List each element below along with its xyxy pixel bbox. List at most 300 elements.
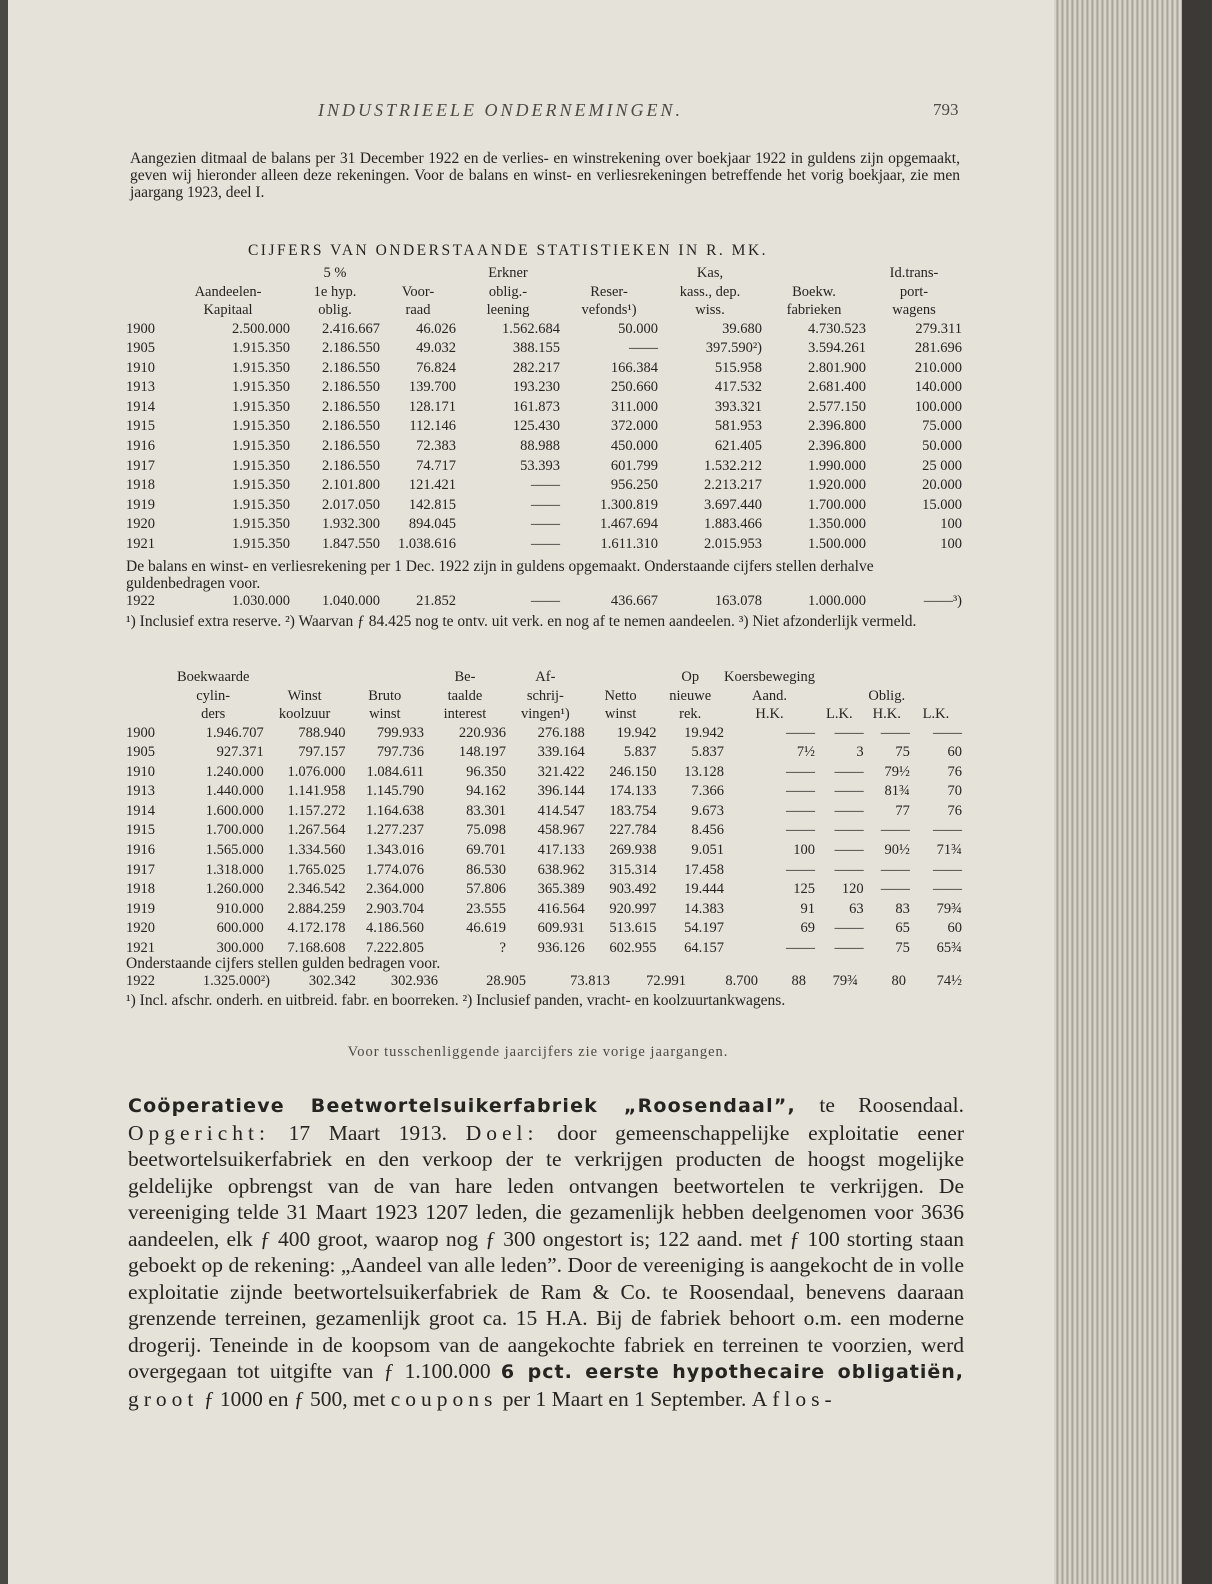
value-cell: —— [786, 783, 815, 800]
value-cell: 2.364.000 [366, 881, 424, 898]
value-cell: 76 [947, 802, 962, 819]
value-cell: 96.350 [466, 763, 506, 780]
previous-years-note: Voor tusschenliggende jaarcijfers zie vorige jaargangen. [347, 1044, 729, 1060]
year-cell: 1917 [126, 457, 155, 474]
table2-guilders-note: Onderstaande cijfers stellen gulden bedragen voor. [126, 955, 441, 972]
value-cell: 2.416.667 [322, 320, 380, 337]
value-cell: 76 [947, 763, 962, 780]
header-cell: winst [604, 706, 637, 722]
value-cell: 279.311 [915, 320, 962, 337]
value-cell: 1.915.350 [232, 438, 290, 455]
value-cell: 1.300.819 [600, 496, 658, 513]
value-cell: 39.680 [722, 320, 762, 337]
year-cell: 1910 [126, 763, 155, 780]
value-cell: 1.915.350 [232, 496, 290, 513]
value-cell: 210.000 [914, 359, 962, 376]
header-cell [910, 668, 962, 687]
value-cell: 600.000 [216, 920, 264, 937]
year-cell: 1900 [126, 320, 155, 337]
value-cell: 166.384 [610, 359, 658, 376]
year-cell: 1918 [126, 881, 155, 898]
value-cell: 1.467.694 [600, 516, 658, 533]
value-cell: 125 [793, 881, 815, 898]
value-cell: 1.325.000²) [202, 973, 270, 989]
intro-paragraph: Aangezien ditmaal de balans per 31 December 1922 en de verlies- en winstrekening over boekjaar 1922 in guldens zijn opgemaakt, geven wij hieronder alleen deze rekeningen. Voor de balans en winst- en verliesrekeningen betreffende het vorig boekjaar, zie men jaargang 1923, deel I. [130, 150, 960, 201]
value-cell: 1.915.350 [232, 477, 290, 494]
table1-footnote: ¹) Inclusief extra reserve. ²) Waarvan ƒ 84.425 nog te ontv. uit verk. en nog af te nemen aandeelen. ³) Niet afzonderlijk vermeld. [126, 613, 917, 630]
header-cell [585, 668, 657, 687]
year-cell: 1919 [126, 496, 155, 513]
header-cell: H.K. [872, 706, 901, 722]
value-cell: —— [629, 340, 658, 357]
table-row [126, 972, 962, 992]
header-cell [126, 705, 163, 724]
header-cell [126, 687, 163, 706]
value-cell: 83.301 [466, 802, 506, 819]
table1-1922-row [126, 592, 962, 612]
value-cell: 227.784 [609, 822, 657, 839]
value-cell: 77 [895, 802, 910, 819]
value-cell: 250.660 [610, 379, 658, 396]
value-cell: 1.774.076 [366, 861, 424, 878]
header-cell: Kapitaal [203, 302, 253, 318]
value-cell: 1.915.350 [232, 516, 290, 533]
value-cell: 64.157 [684, 940, 724, 957]
value-cell: 5.837 [691, 744, 724, 761]
year-cell: 1913 [126, 783, 155, 800]
value-cell: 1.334.560 [287, 842, 346, 859]
book-page-edges [1054, 0, 1212, 1584]
value-cell: 414.547 [537, 802, 585, 819]
value-cell: 602.955 [609, 940, 657, 957]
value-cell: —— [834, 940, 864, 957]
value-cell: 72.383 [416, 438, 456, 455]
value-cell: 75 [895, 744, 910, 761]
value-cell: 282.217 [512, 359, 560, 376]
value-cell: 515.958 [714, 359, 762, 376]
value-cell: 100.000 [914, 398, 962, 415]
value-cell: 100 [940, 516, 962, 533]
value-cell: 2.101.800 [322, 477, 380, 494]
value-cell: 269.938 [609, 842, 657, 859]
value-cell: 69 [800, 920, 815, 937]
value-cell: —— [531, 593, 560, 609]
value-cell: 2.186.550 [322, 398, 380, 415]
value-cell: 302.936 [390, 973, 438, 989]
value-cell: —— [880, 724, 910, 741]
value-cell: 3.697.440 [704, 496, 762, 513]
value-cell: 581.953 [714, 418, 762, 435]
value-cell: 799.933 [376, 724, 424, 741]
value-cell: 139.700 [408, 379, 456, 396]
value-cell: 1.240.000 [205, 763, 264, 780]
header-cell: oblig. [318, 302, 352, 318]
header-cell [910, 687, 962, 706]
header-cell: Aandeelen- [194, 283, 262, 300]
value-cell: 148.197 [458, 744, 506, 761]
value-cell: 903.492 [609, 881, 657, 898]
value-cell: 46.026 [416, 320, 456, 337]
company-entry [128, 1092, 964, 1412]
header-cell [762, 264, 866, 283]
value-cell: 2.186.550 [322, 359, 380, 376]
table1-heading: CIJFERS VAN ONDERSTAANDE STATISTIEKEN IN R. MK. [247, 242, 769, 259]
document-page [8, 0, 1054, 1584]
header-cell: kass., dep. [679, 283, 741, 300]
value-cell: 14.383 [684, 900, 724, 917]
table-row [126, 476, 962, 496]
value-cell: 3 [856, 744, 864, 761]
header-cell: Erkner [488, 265, 528, 281]
value-cell: 393.321 [714, 398, 762, 415]
table-row [126, 437, 962, 457]
value-cell: —— [786, 724, 815, 741]
header-cell: leening [486, 302, 530, 318]
value-cell: 91 [800, 900, 815, 917]
header-cell [126, 301, 166, 320]
value-cell: 1.883.466 [704, 516, 762, 533]
table-row [126, 802, 962, 822]
header-cell: interest [443, 706, 487, 722]
value-cell: 2.396.800 [808, 438, 866, 455]
value-cell: 183.754 [609, 802, 657, 819]
value-cell: —— [880, 881, 910, 898]
year-cell: 1922 [126, 973, 155, 989]
header-cell [126, 264, 166, 283]
header-row [126, 264, 962, 283]
year-cell: 1921 [126, 940, 155, 957]
value-cell: 1.915.350 [232, 536, 290, 553]
denomination-text: ƒ 1000 en ƒ 500, met [198, 1386, 391, 1411]
value-cell: 163.078 [714, 593, 762, 609]
value-cell: 90½ [884, 842, 910, 859]
header-cell: rek. [679, 706, 702, 722]
value-cell: —— [786, 861, 815, 878]
header-cell [380, 264, 456, 283]
page-number: 793 [933, 100, 959, 119]
company-description: door gemeenschappelijke exploitatie eener beetwortelsuikerfabriek en den verkoop der te verkrijgen producten de hoogst mogelijke geldelijke opbrengst van de van hare leden ontvangen beetwortelen te verkrijgen. De vereeniging telde 31 Maart 1923 1207 leden, die gezamenlijk hebben deelgenomen voor 3636 aandeelen, elk ƒ 400 groot, waarop nog ƒ 300 ongestort is; 122 aand. met ƒ 100 storting staan geboekt op de rekening: „Aandeel van alle leden”. Door de vereeniging is aangekocht de in volle exploitatie zijnde beetwortelsuikerfabriek de Ram & Co. te Roosendaal, benevens daaraan grenzende terreinen, gezamenlijk groot ca. 15 H.A. Bij de fabriek behoort o.m. een moderne drogerij. Teneinde in de koopsom van de aangekochte fabriek en terreinen te voorzien, werd overgegaan tot uitgifte van ƒ 1.100.000 [128, 1120, 964, 1383]
table-row [126, 339, 962, 359]
value-cell: 1.267.564 [287, 822, 346, 839]
value-cell: 2.681.400 [808, 379, 866, 396]
table1-balance-note: De balans en winst- en verliesrekening per 1 Dec. 1922 zijn in guldens opgemaakt. Onderstaande cijfers stellen derhalve guldenbedragen voor. [126, 558, 874, 592]
value-cell: 2.903.704 [366, 900, 424, 917]
header-cell: raad [405, 302, 431, 318]
value-cell: 2.884.259 [287, 900, 346, 917]
value-cell: 365.389 [537, 881, 585, 898]
value-cell: 80 [891, 973, 906, 989]
year-cell: 1916 [126, 438, 155, 455]
value-cell: 65¾ [936, 940, 962, 957]
value-cell: 1.915.350 [232, 418, 290, 435]
value-cell: 1.611.310 [600, 536, 658, 553]
value-cell: 79½ [884, 763, 910, 780]
table-row [126, 763, 962, 783]
header-cell: wiss. [695, 302, 725, 318]
value-cell: 75.000 [922, 418, 962, 435]
bond-issue-term: 6 pct. eerste hypothecaire obligatiën, [500, 1361, 964, 1383]
header-cell: ders [201, 706, 226, 722]
value-cell: 4.172.178 [287, 920, 346, 937]
value-cell: 1.915.350 [232, 359, 290, 376]
header-row [126, 687, 962, 706]
value-cell: 1.847.550 [322, 536, 380, 553]
value-cell: —— [834, 920, 864, 937]
value-cell: 1.915.350 [232, 457, 290, 474]
value-cell: 140.000 [914, 379, 962, 396]
header-cell: Winst [287, 687, 322, 704]
value-cell: 788.940 [298, 724, 346, 741]
value-cell: 436.667 [610, 593, 658, 609]
value-cell: 1.000.000 [808, 593, 866, 609]
table-row [126, 880, 962, 900]
header-cell [560, 264, 658, 283]
table-row [126, 919, 962, 939]
value-cell: 1.600.000 [205, 802, 264, 819]
value-cell: 1.038.616 [398, 536, 456, 553]
value-cell: 2.186.550 [322, 457, 380, 474]
value-cell: —— [786, 763, 815, 780]
header-cell: taalde [447, 687, 483, 704]
header-row [126, 705, 962, 724]
goal-label: Doel: [465, 1120, 539, 1145]
table-row [126, 320, 962, 340]
year-cell: 1921 [126, 536, 155, 553]
value-cell: —— [531, 536, 560, 553]
value-cell: 112.146 [409, 418, 456, 435]
value-cell: 1.164.638 [366, 802, 424, 819]
value-cell: 894.045 [408, 516, 456, 533]
header-cell [126, 668, 163, 687]
value-cell: 63 [849, 900, 864, 917]
value-cell: 21.852 [416, 593, 456, 609]
header-cell: Koersbeweging [723, 669, 815, 685]
value-cell: —— [531, 516, 560, 533]
value-cell: —— [933, 724, 962, 741]
value-cell: 2.186.550 [322, 379, 380, 396]
table2-footnote: ¹) Incl. afschr. onderh. en uitbreid. fabr. en boorreken. ²) Inclusief panden, vracht- en koolzuurtankwagens. [126, 992, 786, 1009]
value-cell: ? [499, 940, 506, 957]
header-row [126, 301, 962, 320]
header-cell [264, 668, 346, 687]
value-cell: —— [834, 763, 864, 780]
value-cell: 9.051 [691, 842, 724, 859]
table-row [126, 861, 962, 881]
value-cell: 416.564 [537, 900, 585, 917]
year-cell: 1905 [126, 340, 155, 357]
value-cell: 20.000 [922, 477, 962, 494]
value-cell: 53.393 [520, 457, 560, 474]
value-cell: 2.346.542 [287, 881, 346, 898]
value-cell: 2.500.000 [232, 320, 290, 337]
header-cell: koolzuur [278, 706, 331, 722]
value-cell: 1.260.000 [205, 881, 264, 898]
table-row [126, 592, 962, 612]
value-cell: 54.197 [684, 920, 724, 937]
table-row [126, 724, 962, 744]
value-cell: 19.444 [684, 881, 724, 898]
value-cell: 638.962 [537, 861, 585, 878]
value-cell: —— [786, 822, 815, 839]
value-cell: 2.186.550 [322, 438, 380, 455]
value-cell: 7.168.608 [287, 940, 346, 957]
value-cell: —— [933, 822, 962, 839]
value-cell: 46.619 [466, 920, 506, 937]
value-cell: 83 [895, 900, 910, 917]
value-cell: 70 [947, 783, 962, 800]
value-cell: —— [834, 861, 864, 878]
year-cell: 1920 [126, 516, 155, 533]
header-cell: Reser- [590, 283, 628, 300]
table2-1922-row [126, 972, 962, 992]
year-cell: 1915 [126, 822, 155, 839]
coupons-word: coupons [390, 1386, 498, 1411]
company-location: te Roosendaal. [795, 1093, 964, 1117]
value-cell: ——³) [923, 593, 962, 609]
value-cell: —— [933, 881, 962, 898]
header-cell: Netto [604, 687, 637, 704]
year-cell: 1922 [126, 593, 155, 609]
value-cell: 1.915.350 [232, 340, 290, 357]
value-cell: 1.920.000 [808, 477, 866, 494]
value-cell: 75.098 [466, 822, 506, 839]
table-row [126, 782, 962, 802]
value-cell: 128.171 [408, 398, 456, 415]
company-name: Coöperatieve Beetwortelsuikerfabriek „Roosendaal”, [128, 1095, 796, 1117]
value-cell: 450.000 [610, 438, 658, 455]
value-cell: 57.806 [466, 881, 506, 898]
value-cell: 458.967 [537, 822, 585, 839]
value-cell: 79¾ [936, 900, 962, 917]
value-cell: 161.873 [512, 398, 560, 415]
value-cell: 74.717 [416, 457, 456, 474]
value-cell: 73.813 [570, 973, 610, 989]
header-cell [346, 668, 424, 687]
year-cell: 1916 [126, 842, 155, 859]
value-cell: 388.155 [512, 340, 560, 357]
value-cell: 1.157.272 [287, 802, 346, 819]
value-cell: 417.133 [537, 842, 585, 859]
value-cell: 910.000 [216, 900, 264, 917]
header-cell: Aand. [751, 687, 788, 704]
header-cell: vefonds¹) [581, 302, 637, 318]
value-cell: 2.213.217 [704, 477, 762, 494]
value-cell: 142.815 [408, 496, 456, 513]
value-cell: 49.032 [416, 340, 456, 357]
table-row [126, 900, 962, 920]
value-cell: 8.700 [725, 973, 758, 989]
value-cell: 246.150 [609, 763, 657, 780]
value-cell: 1.932.300 [322, 516, 380, 533]
value-cell: 76.824 [416, 359, 456, 376]
value-cell: 65 [895, 920, 910, 937]
header-cell: fabrieken [786, 302, 842, 318]
value-cell: 174.133 [609, 783, 657, 800]
value-cell: 1.562.684 [502, 320, 560, 337]
value-cell: 23.555 [466, 900, 506, 917]
value-cell: 75 [895, 940, 910, 957]
header-cell: Af- [535, 669, 556, 685]
value-cell: 797.736 [376, 744, 424, 761]
value-cell: —— [834, 783, 864, 800]
table-row [126, 359, 962, 379]
value-cell: 193.230 [512, 379, 560, 396]
value-cell: 609.931 [537, 920, 585, 937]
value-cell: 19.942 [684, 724, 724, 741]
value-cell: 281.696 [914, 340, 962, 357]
header-cell [126, 283, 166, 302]
header-cell: Bruto [368, 687, 402, 704]
value-cell: 4.730.523 [808, 320, 866, 337]
value-cell: 1.700.000 [205, 822, 264, 839]
header-cell: schrij- [526, 687, 564, 704]
value-cell: 72.991 [646, 973, 686, 989]
value-cell: 1.350.000 [808, 516, 866, 533]
header-cell [815, 668, 864, 687]
value-cell: 15.000 [922, 496, 962, 513]
value-cell: —— [933, 861, 962, 878]
aflos-word: Aflos- [751, 1386, 837, 1411]
value-cell: —— [834, 842, 864, 859]
year-cell: 1920 [126, 920, 155, 937]
value-cell: 100 [940, 536, 962, 553]
value-cell: 621.405 [714, 438, 762, 455]
value-cell: 1.915.350 [232, 398, 290, 415]
value-cell: 2.186.550 [322, 418, 380, 435]
value-cell: 1.084.611 [366, 763, 424, 780]
value-cell: 88.988 [520, 438, 560, 455]
value-cell: 1.076.000 [287, 763, 346, 780]
value-cell: 86.530 [466, 861, 506, 878]
header-cell: L.K. [826, 706, 853, 722]
header-row [126, 668, 962, 687]
value-cell: 50.000 [922, 438, 962, 455]
header-cell: Id.trans- [889, 265, 939, 281]
value-cell: 220.936 [458, 724, 506, 741]
statistics-table-profits [126, 668, 962, 959]
header-cell: wagens [892, 302, 936, 318]
table-row [126, 841, 962, 861]
value-cell: —— [531, 496, 560, 513]
value-cell: 513.615 [609, 920, 657, 937]
value-cell: 1.318.000 [205, 861, 264, 878]
value-cell: 60 [947, 744, 962, 761]
table-row [126, 457, 962, 477]
header-cell: port- [899, 283, 929, 300]
value-cell: 121.421 [408, 477, 456, 494]
value-cell: —— [834, 724, 864, 741]
value-cell: 300.000 [216, 940, 264, 957]
header-cell: winst [369, 706, 401, 722]
value-cell: 2.186.550 [322, 340, 380, 357]
founded-date: 17 Maart 1913. [269, 1120, 466, 1145]
year-cell: 1905 [126, 744, 155, 761]
value-cell: 1.532.212 [704, 457, 762, 474]
value-cell: 1.765.025 [287, 861, 346, 878]
value-cell: 25 000 [922, 457, 962, 474]
value-cell: 1.500.000 [808, 536, 866, 553]
value-cell: —— [880, 822, 910, 839]
header-cell: Be- [454, 669, 476, 685]
year-cell: 1917 [126, 861, 155, 878]
header-cell: L.K. [922, 706, 950, 722]
value-cell: 1.040.000 [322, 593, 380, 609]
value-cell: 7.222.805 [366, 940, 424, 957]
value-cell: 372.000 [610, 418, 658, 435]
header-cell: 5 % [323, 265, 347, 281]
value-cell: 1.700.000 [808, 496, 866, 513]
value-cell: 50.000 [618, 320, 658, 337]
